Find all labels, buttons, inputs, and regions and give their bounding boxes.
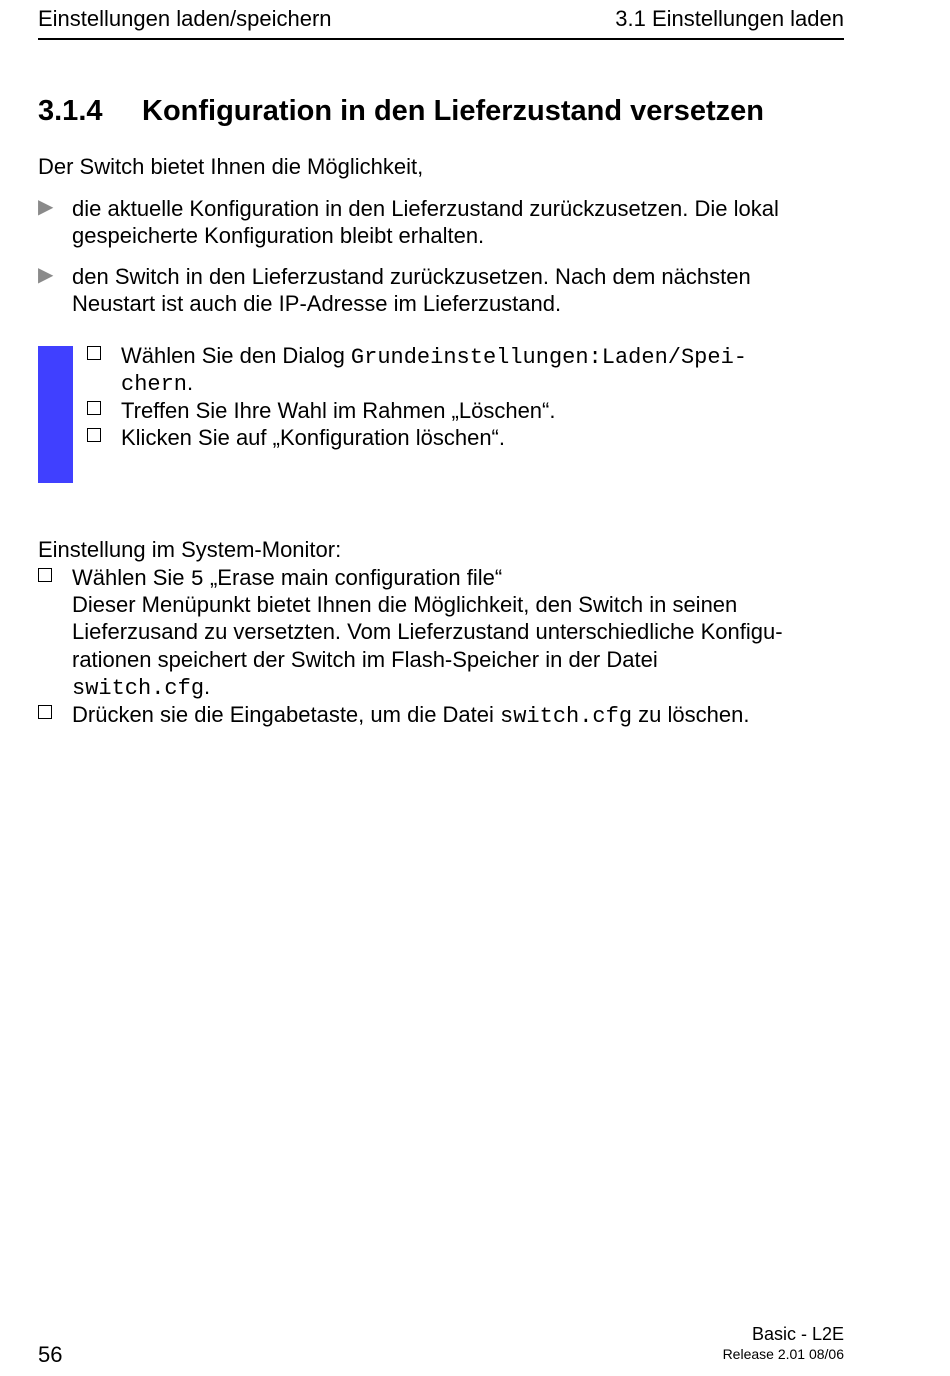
- gui-step-1-line-2: [121, 369, 193, 398]
- gui-step-1-dialog-path: Grundeinstellungen:Laden/Spei-: [350, 345, 747, 370]
- bullet-2-line-1: den Switch in den Lieferzustand zurückzusetzen. Nach dem nächsten: [72, 264, 751, 289]
- gui-step-1-prefix: Wählen Sie den Dialog: [121, 343, 351, 368]
- gui-step-1-suffix: .: [187, 370, 194, 395]
- checkbox-icon: [87, 346, 101, 360]
- intro-text: Der Switch bietet Ihnen die Möglichkeit,: [38, 154, 424, 179]
- monitor-step-2-suffix: zu löschen.: [632, 702, 750, 727]
- monitor-step-1-menu-key: 5: [190, 567, 204, 592]
- bullet-1-line-2: gespeicherte Konfiguration bleibt erhalten.: [72, 223, 485, 248]
- footer-release: Release 2.01 08/06: [722, 1346, 844, 1362]
- section-title: Konfiguration in den Lieferzustand versetzen: [142, 95, 764, 127]
- gui-step-3: Klicken Sie auf „Konfiguration löschen“.: [121, 425, 505, 450]
- bullet-1-line-1: die aktuelle Konfiguration in den Lieferzustand zurückzusetzen. Die lokal: [72, 196, 779, 221]
- monitor-desc-suffix: .: [204, 674, 211, 699]
- triangle-right-icon: ▶: [38, 196, 54, 218]
- monitor-step-1: [72, 564, 502, 593]
- monitor-desc-line-4: [72, 673, 210, 702]
- section-number: 3.1.4: [38, 95, 103, 127]
- monitor-desc-line-2: Lieferzusand zu versetzten. Vom Lieferzustand unterschiedliche Konfigu-: [72, 619, 783, 644]
- checkbox-icon: [87, 428, 101, 442]
- gui-step-2: Treffen Sie Ihre Wahl im Rahmen „Löschen“.: [121, 398, 556, 423]
- monitor-step-2-prefix: Drücken sie die Eingabetaste, um die Datei: [72, 702, 501, 727]
- checkbox-icon: [38, 705, 52, 719]
- gui-step-1-dialog-path-cont: chern: [121, 372, 188, 397]
- monitor-desc-line-3: rationen speichert der Switch im Flash-Speicher in der Datei: [72, 647, 658, 672]
- footer-product: Basic - L2E: [751, 1324, 844, 1344]
- monitor-step-1-prefix: Wählen Sie: [72, 565, 191, 590]
- header-divider: [38, 38, 844, 40]
- bullet-2-line-2: Neustart ist auch die IP-Adresse im Lieferzustand.: [72, 291, 562, 316]
- monitor-desc-line-1: Dieser Menüpunkt bietet Ihnen die Möglichkeit, den Switch in seinen: [72, 592, 738, 617]
- monitor-step-2: [72, 701, 749, 730]
- checkbox-icon: [38, 568, 52, 582]
- checkbox-icon: [87, 401, 101, 415]
- running-header-left: Einstellungen laden/speichern: [38, 6, 332, 31]
- running-header-right: 3.1 Einstellungen laden: [615, 6, 844, 31]
- monitor-step-2-filename: switch.cfg: [500, 704, 633, 729]
- page-number: 56: [38, 1342, 63, 1367]
- section-heading: [38, 95, 764, 128]
- gui-step-1-line-1: [121, 342, 747, 371]
- margin-marker-bar: [38, 346, 73, 483]
- monitor-heading: Einstellung im System-Monitor:: [38, 537, 342, 562]
- triangle-right-icon: ▶: [38, 264, 54, 286]
- monitor-step-1-suffix: „Erase main configuration file“: [203, 565, 503, 590]
- monitor-desc-filename: switch.cfg: [72, 676, 205, 701]
